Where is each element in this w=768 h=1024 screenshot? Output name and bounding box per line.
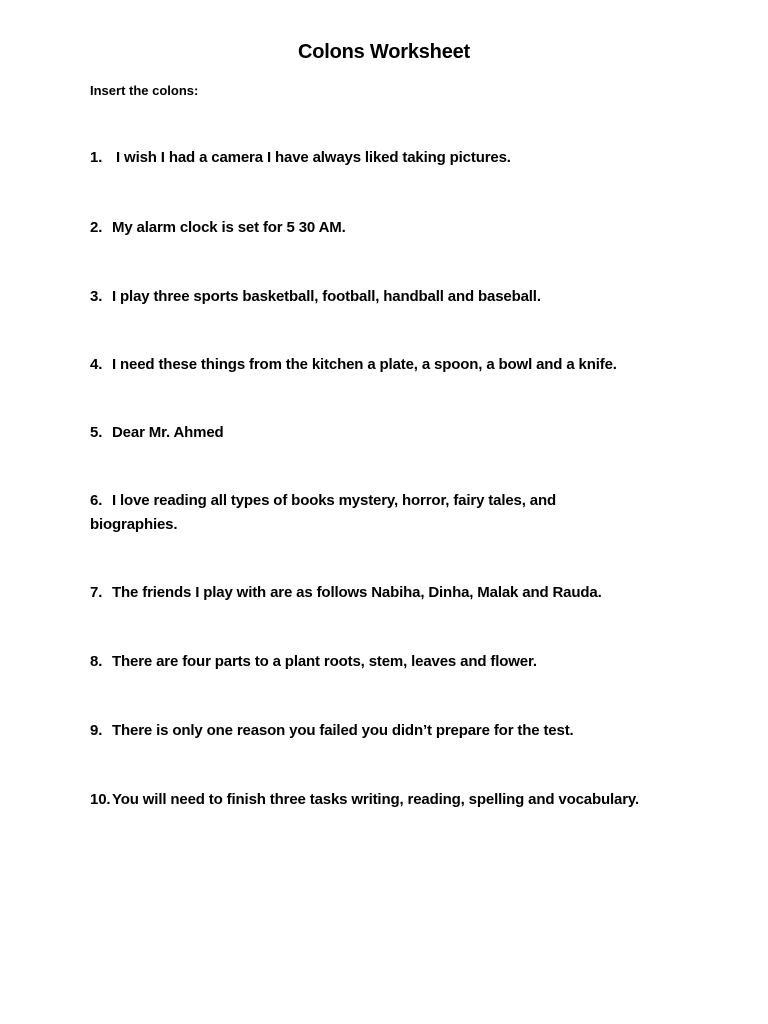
question-number: 6. [90, 492, 103, 509]
question-number: 8. [90, 653, 103, 670]
question-number: 9. [90, 722, 103, 739]
question-10 [90, 788, 690, 812]
question-number: 4. [90, 356, 103, 373]
question-text: There is only one reason you failed you didn’t prepare for the test. [112, 722, 574, 739]
question-6 [90, 489, 590, 537]
question-number: 3. [90, 288, 103, 305]
question-text: I wish I had a camera I have always liked taking pictures. [112, 149, 511, 166]
question-2 [90, 216, 690, 240]
question-text: You will need to finish three tasks writing, reading, spelling and vocabulary. [112, 791, 640, 808]
question-number: 5. [90, 424, 103, 441]
question-number: 2. [90, 219, 103, 236]
question-3 [90, 285, 690, 309]
question-number: 7. [90, 584, 103, 601]
question-text: There are four parts to a plant roots, stem, leaves and flower. [112, 653, 537, 670]
question-number: 1. [90, 149, 103, 166]
question-text: The friends I play with are as follows Nabiha, Dinha, Malak and Rauda. [112, 584, 602, 601]
question-9 [90, 719, 690, 743]
question-text: Dear Mr. Ahmed [112, 424, 224, 441]
question-text: I play three sports basketball, football, handball and baseball. [112, 288, 541, 305]
question-text: My alarm clock is set for 5 30 AM. [112, 219, 346, 236]
instruction-text: Insert the colons: [90, 83, 199, 98]
question-text: I love reading all types of books mystery, horror, fairy tales, and biographies. [90, 492, 556, 533]
page-title: Colons Worksheet [297, 41, 470, 63]
question-text: I need these things from the kitchen a plate, a spoon, a bowl and a knife. [112, 356, 617, 373]
question-7 [90, 581, 690, 605]
question-4 [90, 353, 690, 377]
question-8 [90, 650, 690, 674]
question-1 [90, 146, 690, 170]
question-number: 10. [90, 791, 111, 808]
question-5 [90, 421, 690, 445]
